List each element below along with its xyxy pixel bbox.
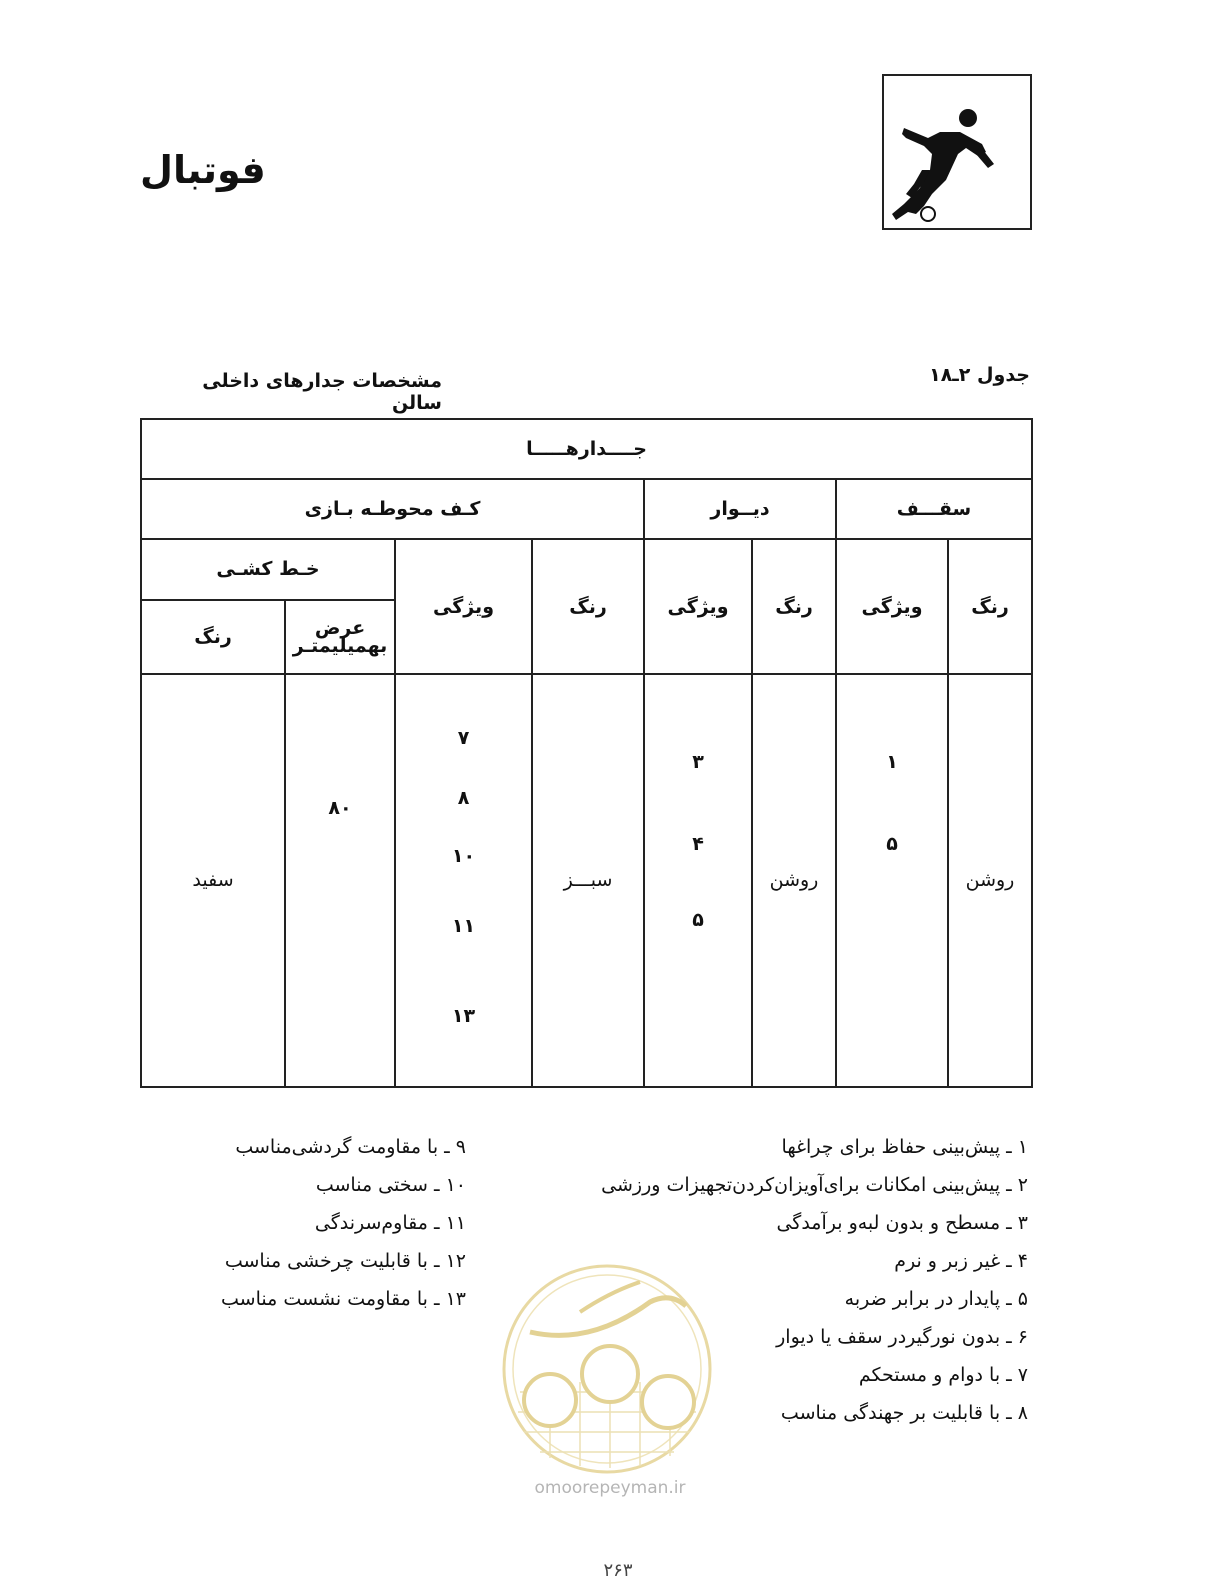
ceiling-feature-item: ۱ — [886, 750, 898, 773]
note-item: ۴ ـ غیر زبر و نرم — [894, 1250, 1028, 1272]
wall-feature-header: ویژگی — [644, 539, 752, 673]
ceiling-color-cell: روشن — [948, 674, 1032, 1087]
note-item: ۷ ـ با دوام و مستحکم — [858, 1364, 1028, 1386]
floor-color-header: رنگ — [532, 539, 644, 673]
wall-feature-item: ۴ — [692, 832, 704, 855]
group-floor: کـف محوطـه بـازی — [141, 479, 644, 539]
line-color-cell: سفید — [141, 674, 285, 1087]
floor-color-cell: سبـــز — [532, 674, 644, 1087]
wall-color-header: رنگ — [752, 539, 836, 673]
table-number: جدول ۲ـ۱۸ — [929, 364, 1030, 386]
watermark-text: omoorepeyman.ir — [534, 1478, 686, 1498]
note-item: ۶ ـ بدون نورگیر‌در سقف یا دیوار — [776, 1326, 1028, 1348]
group-ceiling: سقـــف — [836, 479, 1032, 539]
page-number: ۲۶۳ — [603, 1560, 633, 1581]
note-item: ۱۱ ـ مقاوم‌سرندگی — [314, 1212, 466, 1234]
omoore-peyman-logo — [500, 1262, 714, 1476]
floor-feature-item: ۱۳ — [451, 1004, 476, 1027]
note-item: ۳ ـ مسطح و بدون لبه‌و برآمدگی — [776, 1212, 1028, 1234]
line-width-cell — [285, 674, 395, 1087]
wall-color-cell: روشن — [752, 674, 836, 1087]
note-item: ۱۳ ـ با مقاومت نشست مناسب — [221, 1288, 466, 1310]
floor-feature-header: ویژگی — [395, 539, 532, 673]
floor-feature-item: ۸ — [457, 786, 470, 809]
page-title: فوتبال — [140, 148, 266, 192]
line-color-header: رنگ — [141, 600, 285, 674]
floor-feature-item: ۷ — [457, 726, 470, 749]
note-item: ۲ ـ پیش‌بینی امکانات برای‌آویزان‌کردن‌تجهیزات ورزشی — [601, 1174, 1028, 1196]
note-item: ۱ ـ پیش‌بینی حفاظ برای چراغها — [781, 1136, 1028, 1158]
specification-table — [140, 418, 1033, 1088]
wall-feature-item: ۳ — [692, 750, 704, 773]
table-caption: مشخصات جدارهای داخلی سالن — [202, 370, 442, 414]
header-main: جــــدارهـــــا — [141, 419, 1032, 479]
floor-feature-item: ۱۱ — [451, 914, 476, 937]
floor-feature-item: ۱۰ — [451, 844, 476, 867]
line-width-header: عرض بهمیلیمتـر — [285, 600, 395, 674]
wall-feature-item: ۵ — [692, 908, 704, 931]
note-item: ۱۰ ـ سختی مناسب — [315, 1174, 466, 1196]
ceiling-feature-item: ۵ — [886, 832, 898, 855]
note-item: ۸ ـ با قابلیت بر جهندگی مناسب — [780, 1402, 1028, 1424]
line-marking-header: خـط کشـی — [141, 539, 395, 599]
ceiling-features-cell — [836, 674, 948, 1087]
notes-list-left — [180, 1128, 466, 1318]
football-player-icon — [882, 74, 1032, 230]
note-item: ۹ ـ با مقاومت گردشی‌مناسب — [235, 1136, 466, 1158]
wall-features-cell — [644, 674, 752, 1087]
ceiling-color-header: رنگ — [948, 539, 1032, 673]
floor-features-cell — [395, 674, 532, 1087]
note-item: ۱۲ ـ با قابلیت چرخشی مناسب — [224, 1250, 466, 1272]
note-item: ۵ ـ پایدار در برابر ضربه — [844, 1288, 1028, 1310]
line-width-value: ۸۰ — [328, 796, 352, 819]
ceiling-feature-header: ویژگی — [836, 539, 948, 673]
group-wall: دیــوار — [644, 479, 836, 539]
